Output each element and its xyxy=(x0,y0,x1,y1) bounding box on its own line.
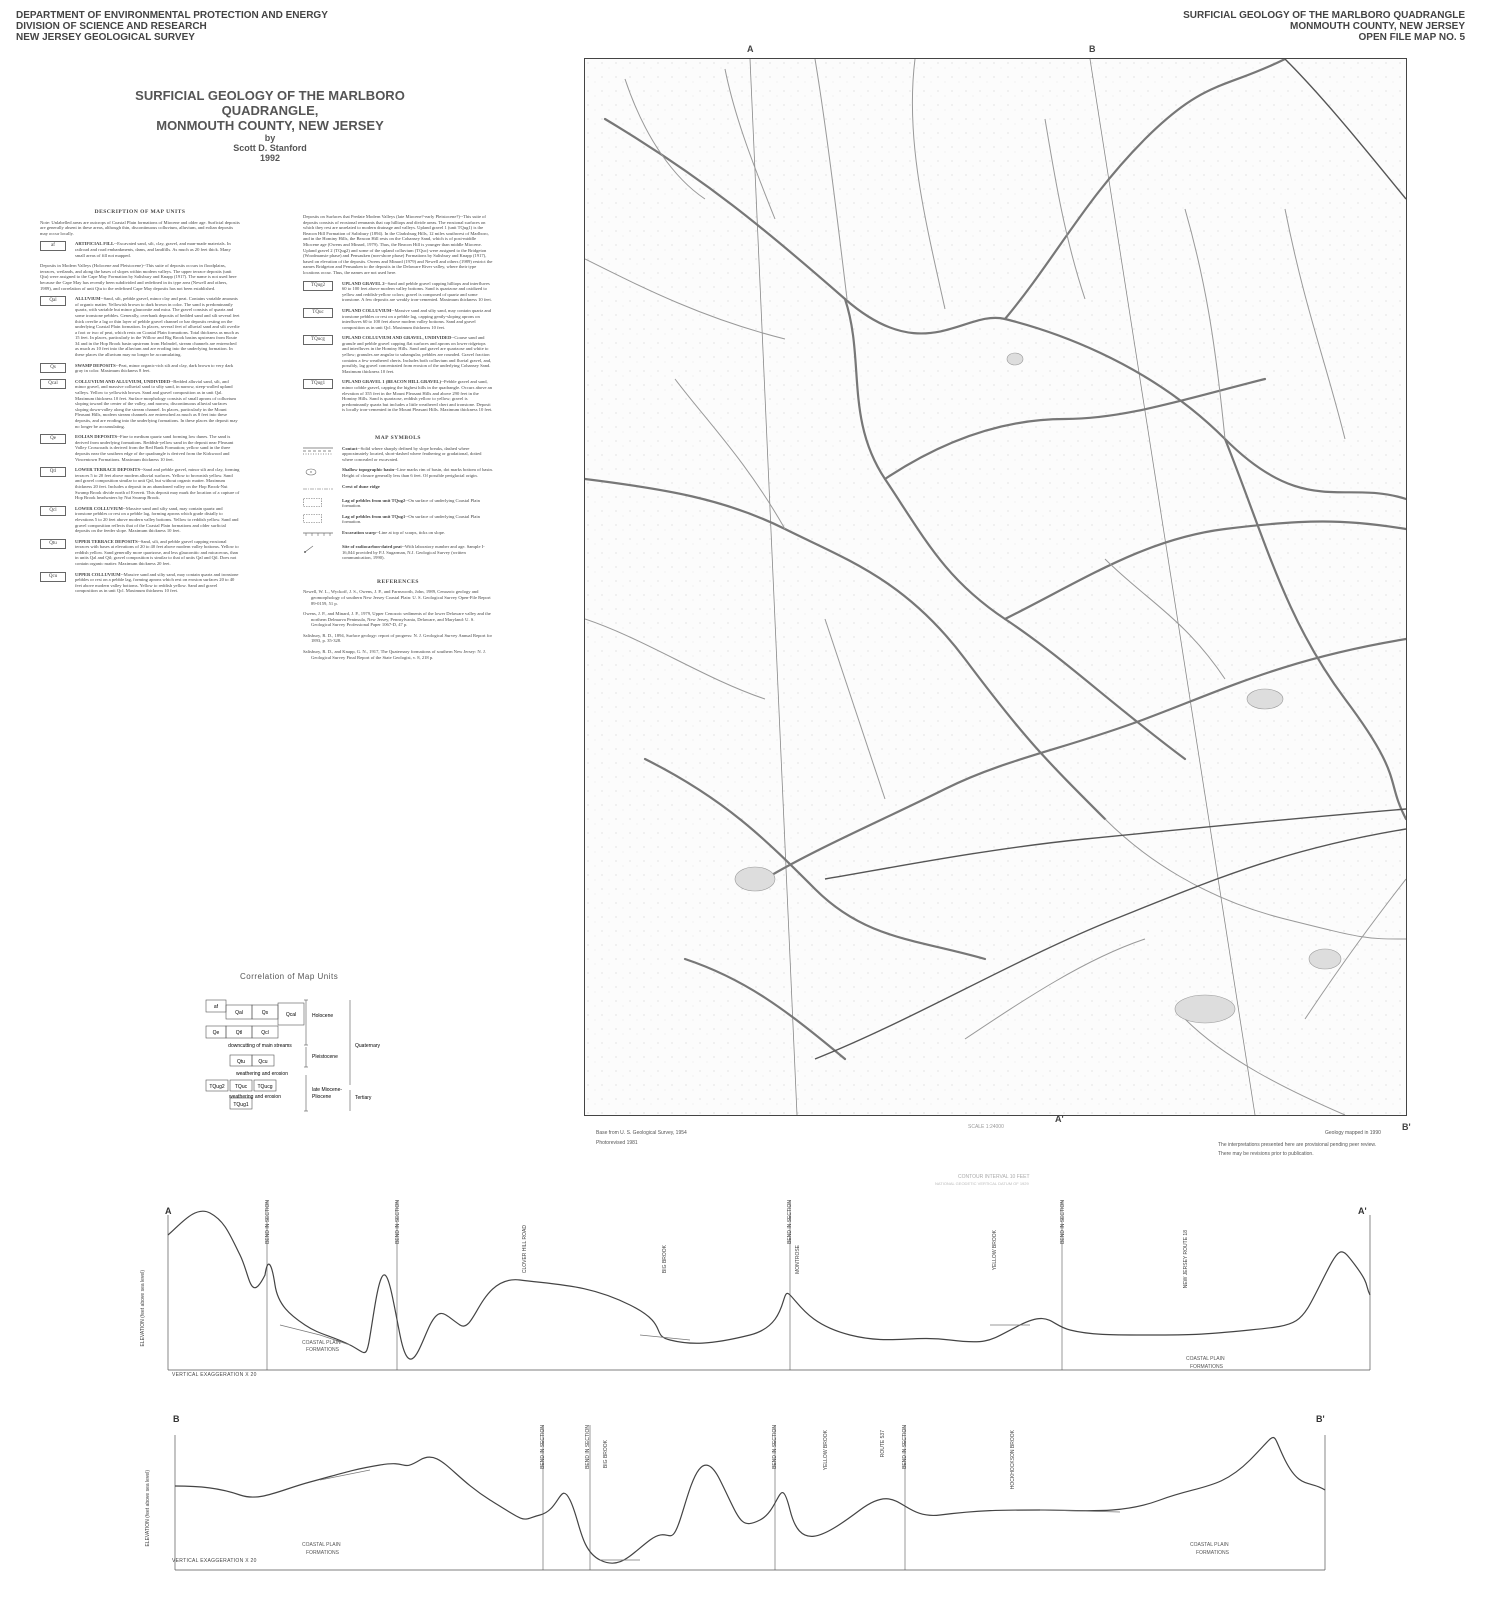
section-b-ylabel: ELEVATION (feet above sea level) xyxy=(145,1470,151,1547)
section-a-coastal-1: COASTAL PLAIN xyxy=(302,1340,341,1346)
symbol-name: Lag of pebbles from unit TQug1 xyxy=(342,513,406,519)
symbol-radiocarbon xyxy=(303,544,493,561)
unit-code-box: Qcu xyxy=(40,572,66,582)
unit-qcal xyxy=(40,379,240,429)
section-a-label-4: BIG BROOK xyxy=(662,1245,668,1274)
contact-symbol-icon xyxy=(303,446,333,455)
symbol-name: Site of radiocarbon-dated peat xyxy=(342,543,402,549)
unit-text: --Fine to medium quartz sand forming low dunes. The sand is derived from underlying formations. Reddish-yellow sand in the deposit near Pleasant Valley Crossroads is derived from the Red Bank Formation; yellow sand in the three deposits near the southern edge of the quadrangle is derived from the Kirkwood and Vincentown Formations. Maximum thickness 10 feet. xyxy=(75,434,234,462)
unit-name: UPLAND COLLUVIUM AND GRAVEL, UNDIVIDED xyxy=(342,335,452,341)
unit-text: --Sand and pebble gravel capping hilltops and interfluves 60 to 100 feet above modern valley bottoms. Sand is quartzose and oxidized to yellow and reddish-yellow colors; gravel is composed of quartz and some ironstone. A few deposits are weakly iron-cemented. Maximum thickness 10 feet. xyxy=(342,280,492,303)
title-line-1: SURFICIAL GEOLOGY OF THE MARLBORO QUADRANGLE, xyxy=(135,88,405,118)
map-drawing xyxy=(585,59,1406,1115)
symbol-name: Excavation scarp xyxy=(342,529,376,535)
symbol-dune xyxy=(303,484,493,493)
section-a-formations-1: FORMATIONS xyxy=(306,1347,339,1353)
unit-code-box: Qs xyxy=(40,363,66,373)
agency-line-1: DEPARTMENT OF ENVIRONMENTAL PROTECTION AND ENERGY xyxy=(16,10,328,21)
corr-box-qtu: Qtu xyxy=(236,1059,246,1065)
report-title xyxy=(95,88,445,163)
vertical-datum: NATIONAL GEODETIC VERTICAL DATUM OF 1929 xyxy=(935,1181,1029,1186)
unit-qs xyxy=(40,363,240,374)
section-a-ylabel: ELEVATION (feet above sea level) xyxy=(140,1270,146,1347)
unit-code-box: TQug1 xyxy=(303,379,333,389)
section-a-label-2: BEND IN SECTION xyxy=(395,1200,401,1244)
series-line-2: MONMOUTH COUNTY, NEW JERSEY xyxy=(1289,21,1465,32)
unit-name: SWAMP DEPOSITS xyxy=(75,362,116,368)
corr-box-qe: Qe xyxy=(212,1030,220,1036)
map-label-b: B xyxy=(1089,44,1096,54)
unit-af xyxy=(40,241,240,258)
section-b-coastal-1: COASTAL PLAIN xyxy=(302,1542,341,1548)
section-b-label-6: ROUTE 537 xyxy=(880,1430,886,1458)
dune-crest-icon xyxy=(303,484,333,493)
section-b-formations-1: FORMATIONS xyxy=(306,1550,339,1556)
excavation-scarp-icon xyxy=(303,530,333,539)
reference-item: Newell, W. L., Wyckoff, J. S., Owens, J. P., and Farnsworth, John, 1989, Cenozoic geology and geomorphology of southern New Jersey Coastal Plain: U. S. Geological Survey Open-File Report 89-0159, 51 p. xyxy=(303,589,491,606)
unit-code-box: af xyxy=(40,241,66,251)
symbol-scarp xyxy=(303,530,493,539)
section-b-right-label: B' xyxy=(1316,1414,1325,1424)
symbol-name: Shallow topographic basin xyxy=(342,467,395,473)
unit-text: --Massive sand and silty sand, may contain quartz and ironstone pebbles or rest on a pebble lag, forming aprons which rest on erosion surfaces 20 to 40 feet above modern valley bottoms. Yellow to reddish yellow. Sand and gravel composition as in unit Qcl. Maximum thickness 10 feet. xyxy=(75,571,239,594)
section-b-label-5: YELLOW BROOK xyxy=(823,1430,829,1471)
corr-age-pleistocene: Pleistocene xyxy=(312,1054,338,1060)
corr-age-pliocene: Pliocene xyxy=(312,1094,332,1100)
section-b-label-8: HOCKHOCKSON BROOK xyxy=(1010,1430,1016,1490)
map-scale: SCALE 1:24000 xyxy=(968,1124,1004,1130)
corr-downcut-label: downcutting of main streams xyxy=(228,1043,292,1049)
base-note-1: Base from U. S. Geological Survey, 1954 xyxy=(596,1130,687,1136)
unit-text: --Massive sand and silty sand, may contain quartz and ironstone pebbles or rest on a pebble lag, forming aprons which grade distally to elevations 5 to 20 feet above modern valley bottoms. Yellow to reddish yellow. Sand and gravel composition reflects that of the Coastal Plain formations and older surficial deposits on the feeder slope. Maximum thickness 10 feet. xyxy=(75,505,239,534)
geologic-map[interactable] xyxy=(584,58,1407,1116)
unit-name: LOWER COLLUVIUM xyxy=(75,505,123,511)
unit-qe xyxy=(40,434,240,462)
lag-pebbles-2-icon xyxy=(303,498,333,507)
radiocarbon-site-icon xyxy=(303,544,333,553)
symbol-name: Crest of dune ridge xyxy=(342,483,380,489)
unit-name: UPLAND COLLUVIUM xyxy=(342,307,392,313)
unit-qcu xyxy=(40,572,240,594)
series-line-1: SURFICIAL GEOLOGY OF THE MARLBORO QUADRANGLE xyxy=(1183,10,1465,21)
section-a-vertical-exaggeration: VERTICAL EXAGGERATION X 20 xyxy=(172,1372,257,1378)
unit-tquc xyxy=(303,308,493,330)
symbol-name: Contact xyxy=(342,445,358,451)
unit-code-box: Qtu xyxy=(40,539,66,549)
unit-code-box: Qe xyxy=(40,434,66,444)
unit-code-box: TQuc xyxy=(303,308,333,318)
unit-text: --Peat, minor organic-rich silt and clay, dark brown to very dark gray in color. Maximum thickness 8 feet. xyxy=(75,362,234,374)
symbol-text: --On surface of underlying Coastal Plain formation. xyxy=(342,513,480,525)
modern-valleys-intro: Deposits in Modern Valleys (Holocene and Pleistocene)--This suite of deposits occurs in floodplains, terraces, wetlands, and along the bases of slopes within modern valleys. The upper terrace deposits (unit Qtu) were assigned to the Cape May Formation by Salisbury and Knapp (1917). The name is not used here because the Cape May has recently been subdivided and redefined in its type area (Newell and others, 1989), and correlation of unit Qtu to the redefined Cape May deposits has not been established. xyxy=(40,263,237,291)
unit-text: --Sand, silt, pebble gravel, minor clay and peat. Contains variable amounts of organic matter. Yellowish brown to dark brown in color. The sand is predominantly quartz, with variable but minor glauconite and mica. The gravel consists of quartz and some ironstone pebbles. Generally, overbank deposits of bedded sand and silt several feet thick overlie a lag or thin layer of pebble gravel channel or bar deposits resting on the underlying Coastal Plain formation. In places, several feet of alluvial sand and silt overlie a foot or two of peat, which rests on Coastal Plain formations. Total thickness as much as 15 feet. In places, particularly in the Willow and Big Brook basins upstream from Route 34 and in the Hop Brook basin upstream from Holmdel, stream channels are entrenched as much as 10 feet into the alluvium and are eroding into the underlying formation. In these places the alluvium may no longer be accumulating. xyxy=(75,296,240,358)
symbol-text: --With laboratory number and age. Sample I-16,044 provided by P.J. Sugarman, N.J. Geological Survey (written communication, 1990). xyxy=(342,543,485,561)
unit-code-box: Qtl xyxy=(40,467,66,477)
corr-box-qcu: Qcu xyxy=(258,1059,268,1065)
description-column-right xyxy=(303,214,493,665)
section-b-formations-2: FORMATIONS xyxy=(1196,1550,1229,1556)
lag-pebbles-1-icon xyxy=(303,514,333,523)
corr-age-quaternary: Quaternary xyxy=(355,1043,381,1049)
unit-name: UPPER TERRACE DEPOSITS xyxy=(75,538,138,544)
unit-name: ALLUVIUM xyxy=(75,296,101,302)
section-a-label-8: BEND IN SECTION xyxy=(1060,1200,1066,1244)
symbol-text: --Line marks rim of basin, dot marks bottom of basin. Height of closure generally less than 6 feet. Of possible periglacial origin. xyxy=(342,467,493,478)
agency-header xyxy=(16,10,328,43)
corr-age-late-miocene: late Miocene- xyxy=(312,1087,343,1093)
unit-text: --Massive sand and silty sand, may contain quartz and ironstone pebbles or rest on a pebble lag, capping gently-sloping aprons on interfluves 60 to 100 feet above modern valley bottoms. Sand and gravel composition as in unit Qcl. Maximum thickness 10 feet. xyxy=(342,307,492,330)
map-label-a: A xyxy=(747,44,754,54)
corr-box-tqucg: TQucg xyxy=(257,1084,273,1090)
unit-qtu xyxy=(40,539,240,567)
disclaimer-2: There may be revisions prior to publication. xyxy=(1218,1151,1314,1157)
corr-box-tquc: TQuc xyxy=(234,1084,248,1090)
section-a-label-9: NEW JERSEY ROUTE 18 xyxy=(1183,1230,1189,1289)
section-b-left-label: B xyxy=(173,1414,180,1424)
correlation-title: Correlation of Map Units xyxy=(240,972,339,981)
basin-symbol-icon xyxy=(303,467,333,476)
symbol-basin xyxy=(303,467,493,478)
reference-item: Salisbury, R. D., 1894, Surface geology: report of progress: N. J. Geological Survey Annual Report for 1893, p. 35-328. xyxy=(303,632,493,644)
symbol-text: --Solid where sharply defined by slope breaks, dashed where approximately located, short-dashed where feathering or gradational, dotted where concealed or excavated. xyxy=(342,445,482,462)
map-label-a-prime: A' xyxy=(1055,1114,1064,1124)
unit-text: --Excavated sand, silt, clay, gravel, and man-made materials. In railroad and road embankments, dams, and landfills. As much as 20 feet thick. Many small areas of fill not mapped. xyxy=(75,241,231,258)
section-a-label-1: BEND IN SECTION xyxy=(265,1200,271,1244)
section-a-left-label: A xyxy=(165,1206,172,1216)
corr-box-qcl: Qcl xyxy=(261,1030,269,1036)
map-label-b-prime: B' xyxy=(1402,1122,1411,1132)
reference-item: Salisbury, R. D., and Knapp, G. N., 1917, The Quaternary formations of southern New Jersey: N. J. Geological Survey Final Report of the State Geologist, v. 8, 218 p. xyxy=(303,649,486,660)
unit-qcl xyxy=(40,506,240,534)
corr-box-qs: Qs xyxy=(261,1010,269,1016)
corr-box-qal: Qal xyxy=(235,1010,243,1016)
corr-age-holocene: Holocene xyxy=(312,1013,334,1019)
unit-qal xyxy=(40,296,240,358)
corr-weather-label-2: weathering and erosion xyxy=(229,1094,281,1100)
contour-interval: CONTOUR INTERVAL 10 FEET xyxy=(958,1174,1030,1180)
section-a-label-3: CLOVER HILL ROAD xyxy=(522,1225,528,1274)
symbol-lag-1 xyxy=(303,514,493,525)
unit-name: UPLAND GRAVEL 1 (BEACON HILL GRAVEL) xyxy=(342,379,441,385)
unit-code-box: TQug2 xyxy=(303,281,333,291)
description-column-left xyxy=(40,210,240,599)
agency-line-3: NEW JERSEY GEOLOGICAL SURVEY xyxy=(16,32,195,43)
reference-item: Owens, J. P., and Minard, J. P., 1979, Upper Cenozoic sediments of the lower Delaware valley and the northern Delmarva Peninsula, New Jersey, Pennsylvania, Delaware, and Maryland: U. S. Geological Survey Professional Paper 1067-D, 47 p. xyxy=(303,611,491,628)
section-a-label-7: YELLOW BROOK xyxy=(992,1230,998,1271)
unit-name: COLLUVIUM AND ALLUVIUM, UNDIVIDED xyxy=(75,378,171,384)
corr-box-qtl: Qtl xyxy=(235,1030,243,1036)
corr-box-qcal: Qcal xyxy=(285,1012,297,1018)
agency-line-2: DIVISION OF SCIENCE AND RESEARCH xyxy=(16,21,207,32)
unit-name: UPLAND GRAVEL 2 xyxy=(342,280,385,286)
section-a-formations-2: FORMATIONS xyxy=(1190,1364,1223,1370)
section-b-label-3: BIG BROOK xyxy=(603,1440,609,1469)
unit-code-box: Qcl xyxy=(40,506,66,516)
unit-code-box: TQucg xyxy=(303,335,333,345)
corr-box-tqug2: TQug2 xyxy=(209,1084,225,1090)
unit-code-box: Qcal xyxy=(40,379,66,389)
series-line-3: OPEN FILE MAP NO. 5 xyxy=(1358,32,1465,43)
predate-intro: Deposits on Surfaces that Predate Modern Valleys (late Miocene?-early Pleistocene?)--This suite of deposits consists of erosional remnants that cap hilltops and divide areas. The erosional surfaces on which they rest are unrelated to modern drainage and valleys. Upland gravel 1 (unit TQug1) is the Beacon Hill Formation of Salisbury (1894). In the Clarksburg Hills, 12 miles southwest of Marlboro, and in the Hominy Hills, the Beacon Hill rests on the Cohansey Sand, which is of post-middle Miocene age (Owens and Minard, 1979). Thus, the Beacon Hill is younger than middle Miocene. Upland gravel 2 (TQug2) and some of the upland colluvium (TQuc) were assigned to the Bridgeton (Woodmansie phase) and Pensauken (non-shore phase) Formations by Salisbury and Knapp (1917), based on elevation of the deposits. Owens and Minard (1979) and Newell and others (1989) restrict the names Bridgeton and Pensauken to the deposits in the Delaware River valley, where their type locations occur. Thus, the names are not used here. xyxy=(303,214,493,275)
symbol-name: Lag of pebbles from unit TQug2 xyxy=(342,497,406,503)
unit-text: --Pebble gravel and sand, minor cobble gravel, capping the highest hills in the quadrangle. Occurs above an elevation of 355 feet in the Mount Pleasant Hills and above 290 feet in the Hominy Hills. Sand is quartzose, reddish yellow to yellow; gravel is predominantly quartz but includes a little weathered chert and ironstone. Deposit is locally iron-cemented in the Mount Pleasant Hills. Maximum thickness 10 feet. xyxy=(342,379,493,413)
corr-box-af: af xyxy=(213,1004,219,1010)
section-b-label-7: BEND IN SECTION xyxy=(902,1425,908,1469)
unit-name: UPPER COLLUVIUM xyxy=(75,571,121,577)
section-b-label-2: BEND IN SECTION xyxy=(585,1425,591,1469)
section-b-label-1: BEND IN SECTION xyxy=(540,1425,546,1469)
corr-age-tertiary: Tertiary xyxy=(355,1095,372,1101)
section-a-label-5: BEND IN SECTION xyxy=(787,1200,793,1244)
title-year: 1992 xyxy=(259,153,281,163)
unit-name: EOLIAN DEPOSITS xyxy=(75,434,117,440)
description-heading: DESCRIPTION OF MAP UNITS xyxy=(94,209,186,215)
title-by: by xyxy=(264,133,276,143)
geology-note: Geology mapped in 1990 xyxy=(1325,1130,1381,1136)
unit-tqucg xyxy=(303,335,493,374)
symbol-lag-2 xyxy=(303,498,493,509)
unit-tqug2 xyxy=(303,281,493,303)
title-line-2: MONMOUTH COUNTY, NEW JERSEY xyxy=(156,118,384,133)
map-series-header xyxy=(1183,10,1465,43)
section-b-profile xyxy=(160,1420,1340,1580)
corr-weather-label-1: weathering and erosion xyxy=(236,1071,288,1077)
section-a-right-label: A' xyxy=(1358,1206,1367,1216)
corr-box-tqug1: TQug1 xyxy=(233,1102,249,1108)
symbol-text: --On surface of underlying Coastal Plain formation. xyxy=(342,497,480,509)
title-author: Scott D. Stanford xyxy=(233,143,307,153)
unit-code-box: Qal xyxy=(40,296,66,306)
description-note: Note: Unlabelled areas are outcrops of Coastal Plain formations of Miocene and older age. Surficial deposits are generally absent in these areas, although thin, discontinuous colluvium, alluvium, and eolian deposits may occur locally. xyxy=(40,219,240,236)
map-symbols-heading: MAP SYMBOLS xyxy=(375,435,421,441)
unit-name: LOWER TERRACE DEPOSITS xyxy=(75,467,141,473)
unit-qtl xyxy=(40,467,240,501)
unit-text: --Coarse sand and granule and pebble gravel capping flat surfaces and aprons on lower ridgetops and interfluves in the Hominy Hills. Sand and gravel are quartzose and white to yellow; granules are angular to subangular, pebbles are rounded. Gravel fraction contains a few weathered cherts. Includes both colluvium and fluvial gravel, and, possibly, lag gravel concentrated from erosion of the underlying Cohansey Sand. Maximum thickness 10 feet. xyxy=(342,335,492,374)
section-b-vertical-exaggeration: VERTICAL EXAGGERATION X 20 xyxy=(172,1558,257,1564)
unit-text: --Sand and pebble gravel, minor silt and clay, forming terraces 5 to 20 feet above modern alluvial surfaces. Yellow to brownish yellow. Sand and gravel composition similar to unit Qal, but without organic matter. Maximum thickness 20 feet. Includes a deposit in an abandoned valley on the Hop Brook-Nut Swamp Brook divide north of Everett. This deposit may mark the location of a capture of Hop Brook headwaters by Nut Swamp Brook. xyxy=(75,467,240,501)
references-heading: REFERENCES xyxy=(377,578,419,585)
unit-tqug1 xyxy=(303,379,493,413)
unit-text: --Sand, silt, and pebble gravel capping erosional terraces with bases at elevations of 20 to 40 feet above modern valley bottoms. Yellow to reddish yellow. Sand generally more quartzose, and less glauconitic and micaceous, than in units Qal and Qtl; gravel composition is similar to that of units Qal and Qtl. Does not contain organic matter. Maximum thickness 20 feet. xyxy=(75,538,239,567)
correlation-diagram xyxy=(200,995,400,1125)
section-a-coastal-2: COASTAL PLAIN xyxy=(1186,1356,1225,1362)
symbol-text: --Line at top of scarps, ticks on slope. xyxy=(375,529,446,535)
unit-text: --Bedded alluvial sand, silt, and minor gravel, and massive colluvial sand to silty sand, in narrow, steep-walled upland valleys. Yellow to yellowish brown. Sand and gravel composition as in unit Qal. Maximum thickness 10 feet. Surface morphology consists of small aprons of colluvium sloping toward the center of the valley, and narrow, discontinuous alluvial surfaces sloping down-valley along the stream channel. In places, particularly in the Mount Pleasant Hills, modern stream channels are entrenched as much as 8 feet into these deposits, and are eroding into the underlying formations. In these places the deposit may no longer be accumulating. xyxy=(75,378,238,429)
disclaimer-1: The interpretations presented here are provisional pending peer review. xyxy=(1218,1142,1377,1148)
unit-name: ARTIFICIAL FILL xyxy=(75,241,115,247)
section-a-label-6: MONTROSE xyxy=(795,1245,801,1274)
base-note-2: Photorevised 1981 xyxy=(596,1140,638,1146)
section-b-label-4: BEND IN SECTION xyxy=(772,1425,778,1469)
section-b-coastal-2: COASTAL PLAIN xyxy=(1190,1542,1229,1548)
symbol-contact xyxy=(303,446,493,463)
